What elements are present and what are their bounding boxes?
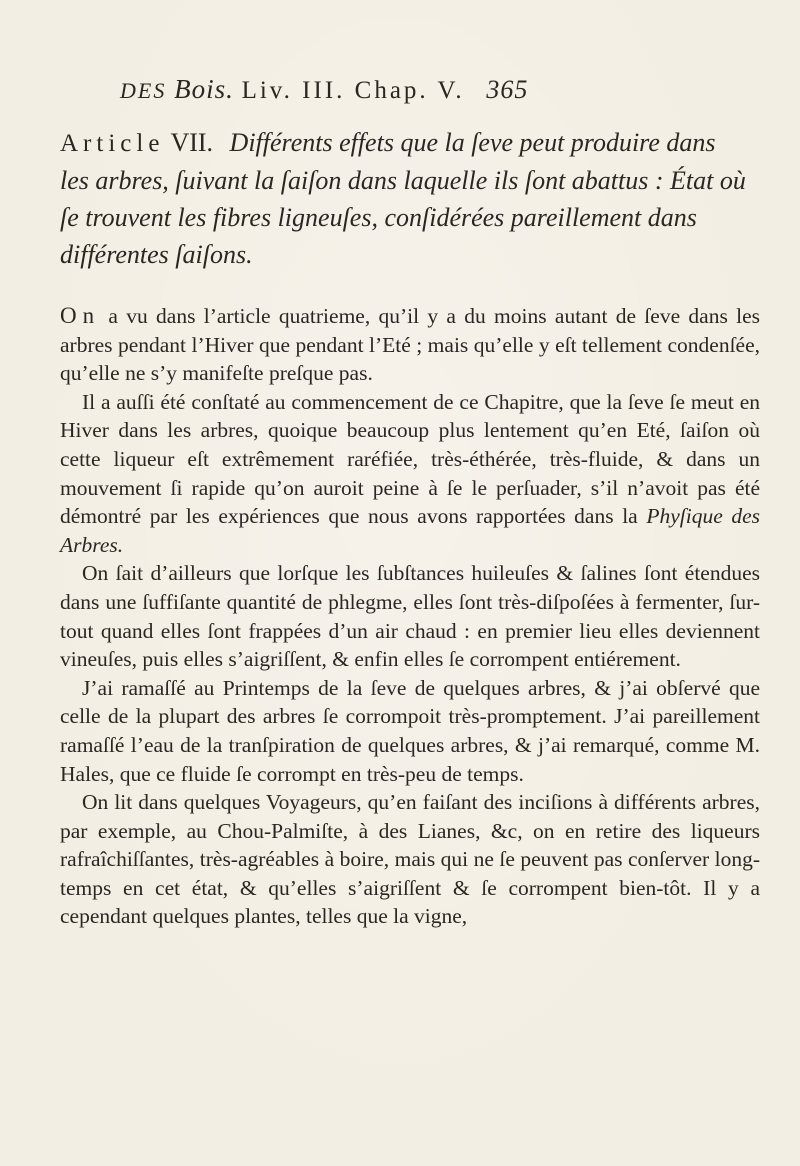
running-head-chapter: Liv. III. Chap. V. bbox=[241, 77, 465, 104]
book-title-reference: Phyſique des Arbres. bbox=[60, 504, 761, 557]
running-head bbox=[120, 74, 680, 105]
body-text bbox=[60, 302, 760, 931]
paragraph-2-text: Il a auſſi été conſtaté au commencement de ce Chapitre, que la ſeve ſe meut en Hiver dans les arbres, quoique beaucoup plus lentement qu’en Eté, ſaiſon où cette liqueur eſt extrêmement raréfiée, très-éthérée, très-fluide, & dans un mouvement ſi rapide qu’on auroit peine à ſe le perſuader, s’il n’avoit pas été démontré par les expériences que nous avons rapportées dans la bbox=[60, 389, 760, 529]
running-head-bois: Bois. bbox=[174, 74, 234, 104]
article-label: Article bbox=[60, 130, 165, 157]
article-title: Différents effets que la ſeve peut produire dans les arbres, ſuivant la ſaiſon dans laquelle ils ſont abattus : État où ſe trouvent les fibres ligneuſes, conſidérées pareillement dans différentes ſaiſons. bbox=[60, 128, 746, 269]
paragraph-1-text: a vu dans l’article quatrieme, qu’il y a du moins autant de ſeve dans les arbres pendant l’Hiver que pendant l’Eté ; mais qu’elle y eſt tellement condenſée, qu’elle ne s’y manifeſte preſque pas. bbox=[60, 304, 760, 386]
paragraph-5: On lit dans quelques Voyageurs, qu’en faiſant des inciſions à différents arbres, par exemple, au Chou-Palmiſte, à des Lianes, &c, on en retire des liqueurs rafraîchiſſantes, très-agréables à boire, mais qui ne ſe peuvent pas conſerver long-temps en cet état, & qu’elles s’aigriſſent & ſe corrompent bien-tôt. Il y a cependant quelques plantes, telles que la vigne, bbox=[60, 790, 760, 929]
dropcap-word: On bbox=[60, 303, 101, 328]
paragraph-2 bbox=[60, 388, 760, 560]
article-heading bbox=[60, 124, 750, 273]
page-number: 365 bbox=[486, 75, 529, 104]
paragraph-4: J’ai ramaſſé au Printemps de la ſeve de quelques arbres, & j’ai obſervé que celle de la plupart des arbres ſe corrompoit très-promptement. J’ai pareillement ramaſſé l’eau de la tranſpiration de quelques arbres, & j’ai remarqué, comme M. Hales, que ce fluide ſe corrompt en très-peu de temps. bbox=[60, 675, 760, 786]
running-head-des: DES bbox=[120, 78, 167, 103]
article-number: VII. bbox=[170, 128, 214, 157]
paragraph-3: On ſait d’ailleurs que lorſque les ſubſtances huileuſes & ſalines ſont étendues dans une ſuffiſante quantité de phlegme, elles ſont très-diſpoſées à fermenter, ſur-tout quand elles ſont frappées d’un air chaud : en premier lieu elles deviennent vineuſes, puis elles s’aigriſſent, & enfin elles ſe corrompent entiérement. bbox=[60, 561, 760, 672]
paragraph-1 bbox=[60, 302, 760, 388]
